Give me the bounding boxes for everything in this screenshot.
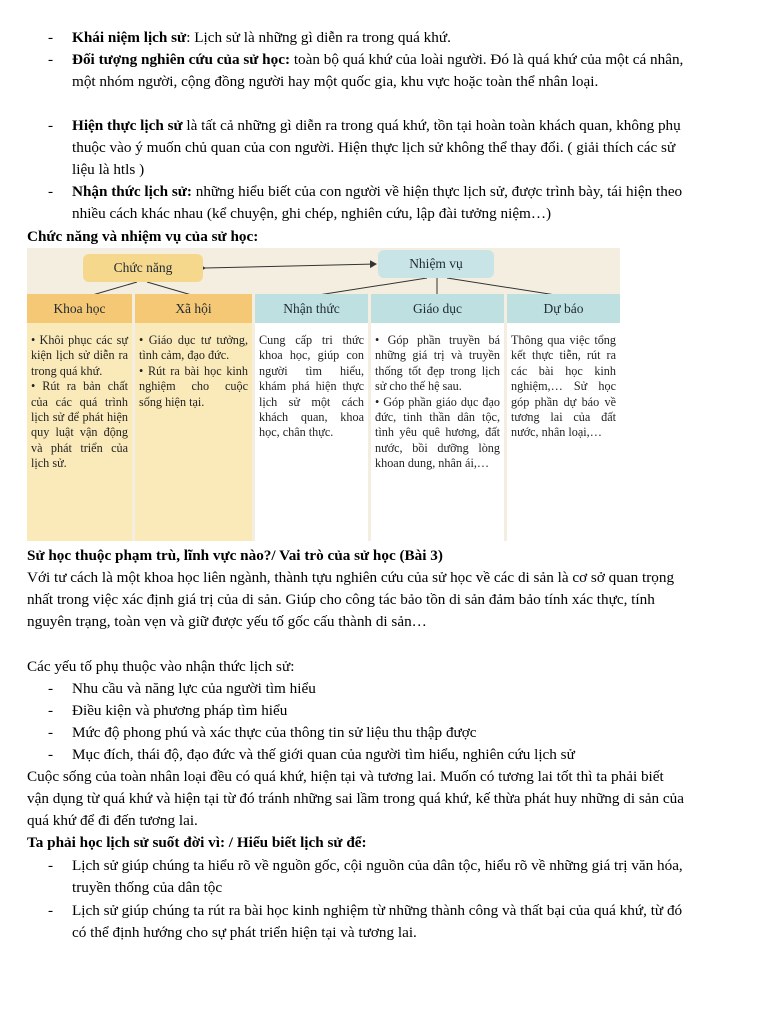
arrow-connector: [205, 264, 376, 268]
column-header: Nhận thức: [255, 294, 368, 323]
column-xa-hoi: [135, 294, 252, 541]
list-item-text: Mức độ phong phú và xác thực của thông tin sử liệu thu thập được: [72, 724, 477, 741]
column-nhan-thuc: [255, 294, 368, 541]
bullet-dash: -: [48, 51, 54, 68]
definition: toàn bộ quá khứ của loài người. Đó là quá khứ của một cá nhân, một nhóm người, cộng đồng người hay một quốc gia, khu vực hoặc toàn thể nhân loại.: [72, 51, 684, 90]
list-item-text: Nhu cầu và năng lực của người tìm hiểu: [72, 680, 316, 697]
pill-nhiem-vu: Nhiệm vụ: [378, 250, 494, 278]
term: Hiện thực lịch sử: [72, 117, 183, 134]
bullet-dash: -: [48, 680, 54, 697]
column-giao-duc: [371, 294, 504, 541]
heading-su-hoc: Sử học thuộc phạm trù, lĩnh vực nào?/ Vai trò của sử học (Bài 3): [27, 547, 443, 564]
definition: : Lịch sử là những gì diễn ra trong quá khứ.: [186, 29, 451, 46]
column-header: Khoa học: [27, 294, 132, 323]
pill-chuc-nang: Chức năng: [83, 254, 203, 282]
bullet-dash: -: [48, 29, 54, 46]
column-khoa-hoc: [27, 294, 132, 541]
bullet-dash: -: [48, 117, 54, 134]
definition: là tất cả những gì diễn ra trong quá khứ, tồn tại hoàn toàn khách quan, không phụ thuộc vào ý muốn chủ quan của con người. Hiện thực lịch sử không thể thay đổi. ( giải thích các sử liệu là htls ): [72, 117, 681, 178]
column-body: • Góp phần truyền bá những giá trị và truyền thống tốt đẹp trong lịch sử cho thế hệ sau. • Góp phần giáo dục đạo đức, tinh thần dân tộc, tình yêu quê hương, đất nước, bồi dưỡng lòng khoan dung, nhân ái,…: [371, 323, 504, 541]
bullet-dash: -: [48, 857, 54, 874]
paragraph-cuoc-song: Cuộc sống của toàn nhân loại đều có quá khứ, hiện tại và tương lai. Muốn có tương lai tốt thì ta phải biết vận dụng từ quá khứ và hiện tại từ đó tránh những sai lầm trong quá khứ, kế thừa phát huy những di sản của quá khứ để đi đến tương lai.: [27, 768, 684, 829]
bullet-dash: -: [48, 746, 54, 763]
bullet-dash: -: [48, 183, 54, 200]
list-item-text: Mục đích, thái độ, đạo đức và thế giới quan của người tìm hiểu, nghiên cứu lịch sử: [72, 746, 575, 763]
column-body: • Giáo dục tư tưởng, tình cảm, đạo đức. • Rút ra bài học kinh nghiệm cho cuộc sống hiện tại.: [135, 323, 252, 541]
term: Nhận thức lịch sử:: [72, 183, 192, 200]
column-body: • Khôi phục các sự kiện lịch sử diễn ra trong quá khứ. • Rút ra bản chất của các quá trình lịch sử để phát hiện quy luật vận động và phát triển của lịch sử.: [27, 323, 132, 541]
column-body: Cung cấp tri thức khoa học, giúp con người tìm hiểu, khám phá hiện thực lịch sử một cách khách quan, khoa học, chân thực.: [255, 323, 368, 541]
bullet-dash: -: [48, 724, 54, 741]
list-item-text: Lịch sử giúp chúng ta rút ra bài học kinh nghiệm từ những thành công và thất bại của quá khứ, từ đó có thể định hướng cho sự phát triển hiện tại và tương lai.: [72, 902, 683, 941]
column-header: Xã hội: [135, 294, 252, 323]
term: Khái niệm lịch sử: [72, 29, 187, 46]
bullet-dash: -: [48, 902, 54, 919]
term: Đối tượng nghiên cứu của sử học:: [72, 51, 291, 68]
list-item-text: Điều kiện và phương pháp tìm hiểu: [72, 702, 288, 719]
definition: những hiểu biết của con người về hiện thực lịch sử, được trình bày, tái hiện theo nhiều cách khác nhau (kể chuyện, ghi chép, nghiên cứu, lập đài tưởng niệm…): [72, 183, 683, 222]
heading-hoc-lich-su: Ta phải học lịch sử suốt đời vì: / Hiểu biết lịch sử để:: [27, 834, 367, 851]
column-header: Giáo dục: [371, 294, 504, 323]
column-header: Dự báo: [507, 294, 620, 323]
list-item-text: Lịch sử giúp chúng ta hiểu rõ về nguồn gốc, cội nguồn của dân tộc, hiểu rõ về những giá trị văn hóa, truyền thống của dân tộc: [72, 857, 683, 896]
column-body: Thông qua việc tổng kết thực tiễn, rút ra các bài học kinh nghiệm,… Sử học góp phần dự báo về tương lai của đất nước, nhân loại,…: [507, 323, 620, 541]
bullet-dash: -: [48, 702, 54, 719]
column-du-bao: [507, 294, 620, 541]
yeu-to-title: Các yếu tố phụ thuộc vào nhận thức lịch sử:: [27, 658, 295, 675]
function-task-diagram: [27, 248, 620, 541]
paragraph-su-hoc: Với tư cách là một khoa học liên ngành, thành tựu nghiên cứu của sử học về các di sản là cơ sở quan trọng nhất trong việc xác định giá trị của di sản. Giúp cho công tác bảo tồn di sản đảm bảo tính xác thực, tính nguyên trạng, toàn vẹn và giữ được yếu tố gốc cấu thành di sản…: [27, 569, 675, 630]
heading-chuc-nang: Chức năng và nhiệm vụ của sử học:: [27, 228, 259, 245]
